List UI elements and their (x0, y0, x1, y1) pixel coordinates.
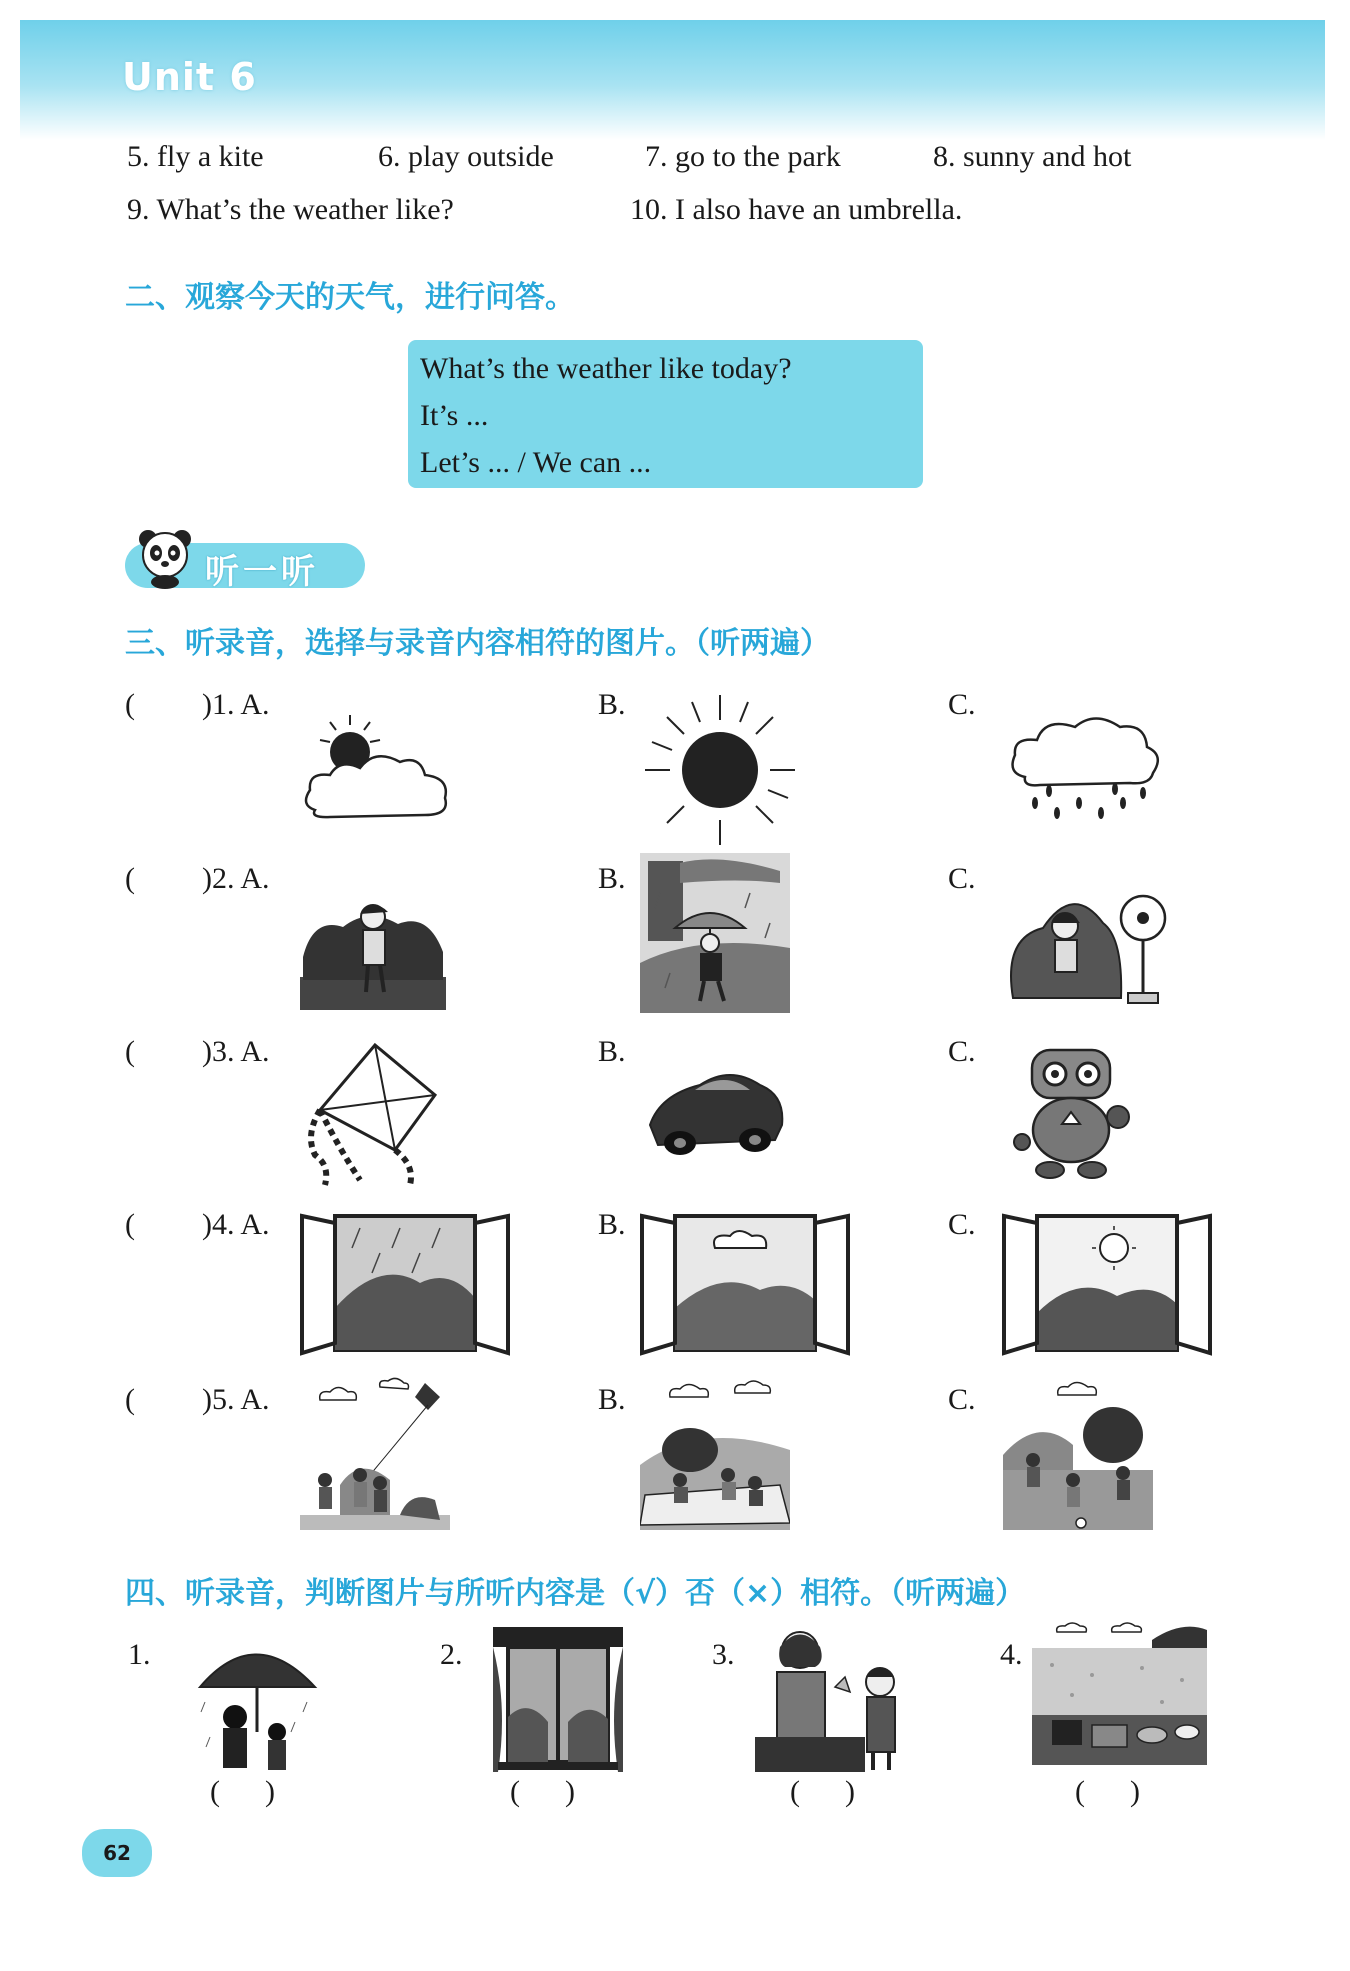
girl-with-fan-icon (1003, 878, 1178, 1013)
sun-behind-cloud-icon (300, 710, 470, 830)
bubble-line-3: Let’s ... / We can ... (420, 446, 652, 479)
sun-icon (640, 690, 800, 850)
window-rain-icon (300, 1208, 510, 1358)
item2-answer-box[interactable]: ( ) (510, 1775, 575, 1808)
row4-open-paren: ( (125, 1208, 135, 1241)
section-2-title: 二、观察今天的天气，进行问答。 (125, 280, 575, 315)
vocab-item-10: 10. I also have an umbrella. (630, 193, 963, 226)
row2-open-paren: ( (125, 862, 135, 895)
unit-title: Unit 6 (122, 55, 257, 99)
row4-option-c: C. (948, 1208, 976, 1241)
row5-open-paren: ( (125, 1383, 135, 1416)
item4-number: 4. (1000, 1638, 1023, 1671)
vocab-item-8: 8. sunny and hot (933, 140, 1132, 173)
item1-answer-box[interactable]: ( ) (210, 1775, 275, 1808)
mother-child-icecream-icon (755, 1622, 915, 1772)
vocab-item-9: 9. What’s the weather like? (127, 193, 454, 226)
picnic-icon (640, 1375, 790, 1530)
kids-playing-ball-icon (1003, 1375, 1153, 1530)
row1-open-paren: ( (125, 688, 135, 721)
page-number-badge (82, 1829, 152, 1877)
item2-number: 2. (440, 1638, 463, 1671)
girl-windy-icon (298, 862, 448, 1012)
window-cloudy-icon (640, 1208, 850, 1358)
umbrella-rain-icon (195, 1632, 320, 1777)
row2-option-b: B. (598, 862, 626, 895)
row2-option-c: C. (948, 862, 976, 895)
section-4-title: 四、听录音，判断图片与所听内容是（√）否（×）相符。（听两遍） (125, 1576, 1026, 1611)
row1-option-b: B. (598, 688, 626, 721)
row5-option-c: C. (948, 1383, 976, 1416)
row5-number: )5. A. (202, 1383, 270, 1416)
rain-cloud-icon (1005, 705, 1165, 835)
row2-number: )2. A. (202, 862, 270, 895)
row3-number: )3. A. (202, 1035, 270, 1068)
vocab-item-6: 6. play outside (378, 140, 554, 173)
robot-icon (1010, 1042, 1135, 1182)
row1-number: )1. A. (202, 688, 270, 721)
row5-option-b: B. (598, 1383, 626, 1416)
item3-answer-box[interactable]: ( ) (790, 1775, 855, 1808)
row3-open-paren: ( (125, 1035, 135, 1068)
bubble-line-2: It’s ... (420, 399, 489, 432)
kite-icon (300, 1040, 450, 1190)
window-sunny-icon (1002, 1208, 1212, 1358)
item4-answer-box[interactable]: ( ) (1075, 1775, 1140, 1808)
row4-number: )4. A. (202, 1208, 270, 1241)
section-3-title: 三、听录音，选择与录音内容相符的图片。（听两遍） (125, 626, 830, 661)
item1-number: 1. (128, 1638, 151, 1671)
panda-icon (136, 527, 194, 589)
row4-option-b: B. (598, 1208, 626, 1241)
row3-option-c: C. (948, 1035, 976, 1068)
window-storm-icon (493, 1627, 623, 1777)
row3-option-b: B. (598, 1035, 626, 1068)
item3-number: 3. (712, 1638, 735, 1671)
vocab-item-5: 5. fly a kite (127, 140, 264, 173)
row1-option-c: C. (948, 688, 976, 721)
kids-flying-kite-icon (300, 1375, 450, 1530)
girl-rain-umbrella-icon (640, 853, 790, 1013)
picnic-blanket-icon (1032, 1620, 1207, 1765)
toy-car-icon (640, 1055, 790, 1165)
bubble-line-1: What’s the weather like today? (420, 352, 792, 385)
page-number: 62 (103, 1841, 131, 1865)
listen-tag-label: 听一听 (205, 552, 319, 592)
vocab-item-7: 7. go to the park (645, 140, 841, 173)
